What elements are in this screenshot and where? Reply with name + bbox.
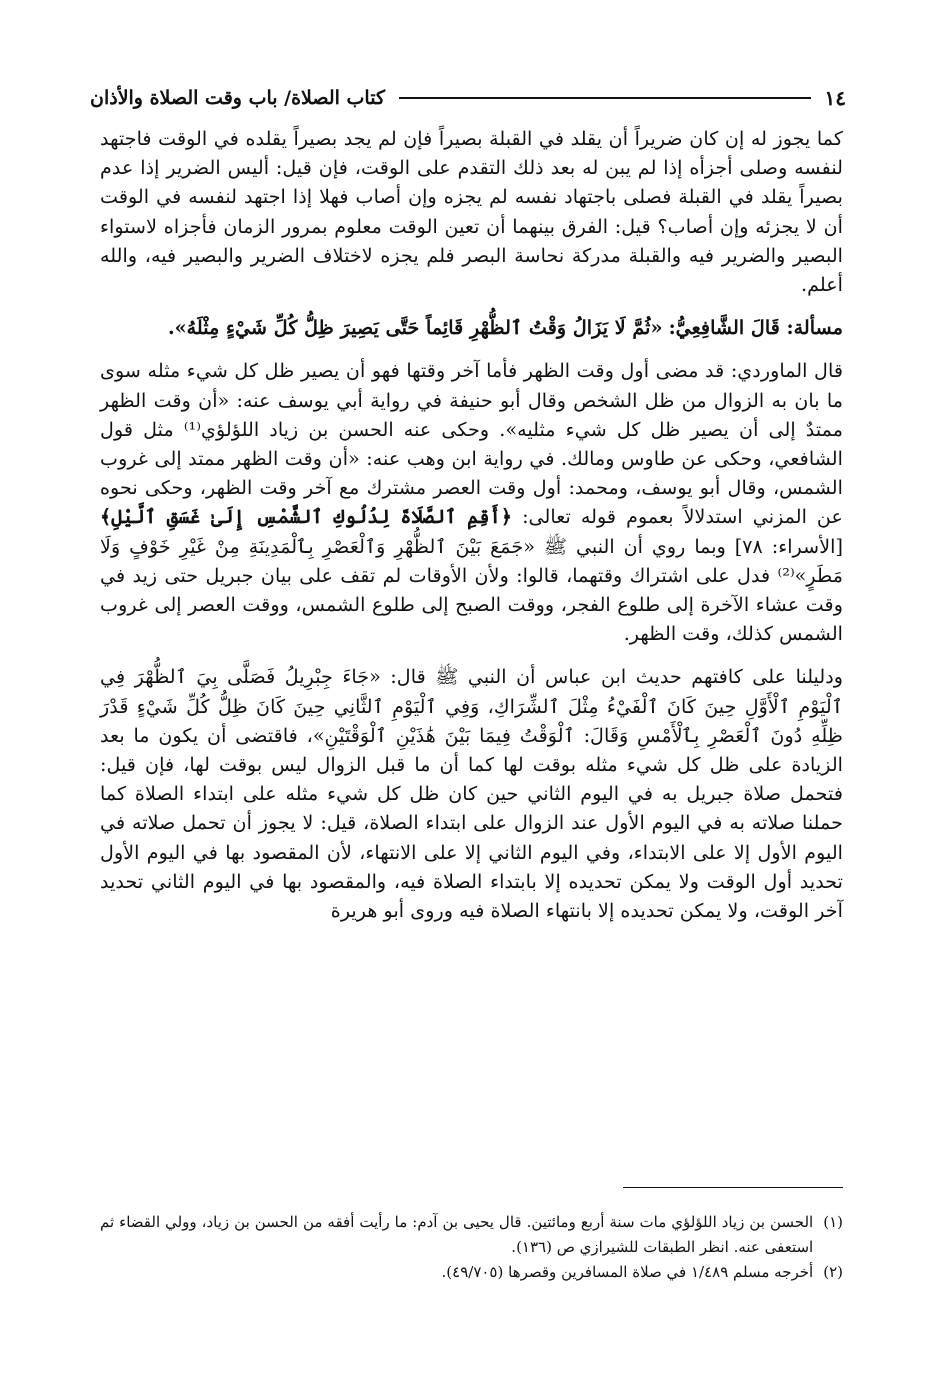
quran-verse: ﴿أَقِمِ ٱلصَّلَاةَ لِدُلُوكِ ٱلشَّمْسِ إِلَىٰ غَسَقِ ٱلَّيْلِ﴾ [100,505,513,529]
footnote-2 [100,1260,843,1285]
page-header [90,78,846,118]
paragraph-2-text-a: قال الماوردي: قد مضى أول وقت الظهر فأما آخر وقتها فهو أن يصير ظل كل شيء مثله سوى ما بان به الزوال من ظل الشخص وقال أبو حنيفة في رواية أبي يوسف عنه: «أن وقت الظهر ممتدٌ إلى أن يصير ظل كل شيء مثليه». وحكى عنه الحسن بن زياد اللؤلؤي⁽¹⁾ مثل قول الشافعي، وحكى عن طاوس ومالك. في رواية ابن وهب عنه: «أن وقت الظهر ممتد إلى غروب الشمس، وقال أبو يوسف، ومحمد: أول وقت العصر مشترك مع آخر وقت الظهر، وحكى نحوه عن المزني استدلالاً بعموم قوله تعالى: [100,359,844,529]
page-number: ١٤ [824,86,846,110]
paragraph-2 [100,356,843,648]
header-rule [399,97,811,99]
footnote-number: (١) [823,1213,843,1231]
paragraph-3: ودليلنا على كافتهم حديث ابن عباس أن النبي ﷺ قال: «جَاءَ جِبْرِيلُ فَصَلَّى بِيَ ٱلظُّهْرَ فِي ٱلْيَوْمِ ٱلْأَوَّلِ حِينَ كَانَ ٱلْفَيْءُ مِثْلَ ٱلشِّرَاكِ، وَفِي ٱلْيَوْمِ ٱلثَّانِي حِينَ كَانَ ظِلُّ كُلِّ شَيْءٍ قَدْرَ ظِلِّهِ دُونَ ٱلْعَصْرِ بِٱلْأَمْسِ وَقَالَ: ٱلْوَقْتُ فِيمَا بَيْنَ هَٰذَيْنِ ٱلْوَقْتَيْنِ»، فاقتضى أن يكون ما بعد الزيادة على ظل كل شيء مثله بوقت لها كما أن ما قبل الزوال ليس بوقت لها، فإن قيل: فتحمل صلاة جبريل به في اليوم الثاني حين كان ظل كل شيء مثله على ابتداء الصلاة كما حملنا صلاته به في اليوم الأول عند الزوال على ابتداء الصلاة، قيل: لا يجوز أن تحمل صلاته في اليوم الأول إلا على الابتداء، وفي اليوم الثاني إلا على الانتهاء، لأن المقصود بها في اليوم الأول تحديد أول الوقت ولا يمكن تحديده إلا بابتداء الصلاة فيه، والمقصود بها في اليوم الثاني تحديد آخر الوقت، ولا يمكن تحديده إلا بانتهاء الصلاة فيه وروى أبو هريرة [100,665,843,923]
masala-label: مسألة: قَالَ الشَّافِعِيُّ: [668,316,843,340]
footnote-number: (٢) [823,1263,843,1281]
masala-quote: «ثُمَّ لَا يَزَالُ وَقْتُ ٱلظُّهْرِ قَائِماً حَتَّى يَصِيرَ ظِلُّ كُلِّ شَيْءٍ مِثْلَهُ». [167,316,663,340]
footnotes [100,1210,843,1285]
footnote-1 [100,1210,843,1260]
paragraph-1: كما يجوز له إن كان ضريراً أن يقلد في القبلة بصيراً فإن لم يجد بصيراً يقلده في الوقت فاجتهد لنفسه وصلى أجزأه إذا لم يبن له بعد ذلك التقدم على الوقت، فإن قيل: أليس الضرير إذا عدم بصيراً يقلد في القبلة فصلى باجتهاد نفسه لم يجزه وإن أصاب فهلا إذا اجتهد لنفسه في الوقت أن لا يجزئه وإن أصاب؟ قيل: الفرق بينهما أن تعين الوقت معلوم بمرور الزمان فأجزاه لاستواء البصير والضرير فيه والقبلة مدركة نحاسة البصر فلم يجزه لاختلاف الضرير والبصير فيه، والله أعلم. [100,127,843,297]
footnote-text: الحسن بن زياد اللؤلؤي مات سنة أربع ومائتين. قال يحيى بن آدم: ما رأيت أفقه من الحسن بن زياد، وولي القضاء ثم استعفى عنه. انظر الطبقات للشيرازي ص (١٣٦). [100,1213,814,1256]
footnote-text: أخرجه مسلم ١/٤٨٩ في صلاة المسافرين وقصرها (٤٩/٧٠٥). [441,1263,814,1281]
footnote-separator [623,1187,843,1188]
masala-paragraph [100,313,843,342]
paragraph-2-text-b: [الأسراء: ٧٨] وبما روي أن النبي ﷺ «جَمَعَ بَيْنَ ٱلظُّهْرِ وَٱلْعَصْرِ بِٱلْمَدِينَةِ مِنْ غَيْرِ خَوْفٍ وَلَا مَطَرٍ»⁽²⁾ فدل على اشتراك وقتهما، قالوا: ولأن الأوقات لم تقف على بيان جبريل حتى زيد في وقت عشاء الآخرة إلى طلوع الفجر، ووقت الصبح إلى طلوع الشمس، ووقت العصر إلى غروب الشمس كذلك، وقت الظهر. [100,534,843,646]
main-text [100,124,843,925]
running-title: كتاب الصلاة/ باب وقت الصلاة والأذان [90,87,386,109]
